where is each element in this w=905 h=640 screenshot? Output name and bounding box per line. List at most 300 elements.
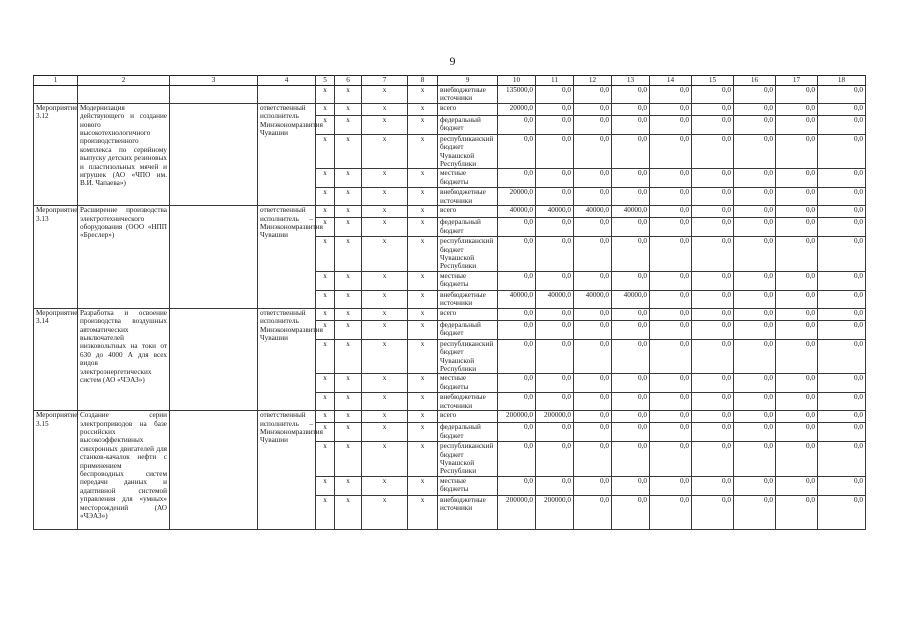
amount-cell: 0,0 (692, 86, 734, 104)
amount-cell: 0,0 (498, 374, 536, 393)
amount-cell: 0,0 (776, 320, 818, 339)
mark-cell: x (335, 169, 362, 188)
amount-cell: 0,0 (818, 495, 866, 529)
amount-cell: 0,0 (574, 442, 612, 477)
amount-cell: 0,0 (536, 86, 574, 104)
empty-cell (258, 86, 316, 104)
column-header-7: 7 (362, 76, 408, 86)
amount-cell: 0,0 (536, 308, 574, 320)
mark-cell: x (316, 320, 335, 339)
mark-cell: x (362, 290, 408, 308)
funding-source: внебюджетные источники (438, 393, 498, 411)
mark-cell: x (408, 103, 438, 115)
funding-source: местные бюджеты (438, 271, 498, 290)
amount-cell: 0,0 (818, 320, 866, 339)
mark-cell: x (335, 115, 362, 134)
amount-cell: 20000,0 (498, 103, 536, 115)
amount-cell: 0,0 (734, 271, 776, 290)
amount-cell: 0,0 (692, 237, 734, 272)
mark-cell: x (408, 218, 438, 237)
amount-cell: 0,0 (574, 86, 612, 104)
funding-source: федеральный бюджет (438, 320, 498, 339)
mark-cell: x (335, 188, 362, 206)
amount-cell: 0,0 (650, 495, 692, 529)
amount-cell: 0,0 (734, 308, 776, 320)
amount-cell: 40000,0 (612, 206, 650, 218)
amount-cell: 0,0 (650, 423, 692, 442)
mark-cell: x (316, 103, 335, 115)
amount-cell: 40000,0 (612, 290, 650, 308)
amount-cell: 0,0 (612, 115, 650, 134)
amount-cell: 0,0 (776, 374, 818, 393)
measure-title: Разработка и освоение производства воздушных автоматических выключателей низковольтных на токи от 630 до 4000 А для всех видов электроэнергетических систем (АО «ЧЭАЗ») (78, 308, 170, 410)
amount-cell: 0,0 (650, 442, 692, 477)
mark-cell: x (335, 86, 362, 104)
amount-cell: 0,0 (498, 271, 536, 290)
mark-cell: x (362, 495, 408, 529)
amount-cell: 0,0 (536, 169, 574, 188)
amount-cell: 0,0 (818, 374, 866, 393)
amount-cell: 0,0 (612, 423, 650, 442)
mark-cell: x (408, 134, 438, 169)
mark-cell: x (408, 308, 438, 320)
mark-cell: x (408, 237, 438, 272)
column-header-12: 12 (574, 76, 612, 86)
measure-title: Создание серии электроприводов на базе российских высокоэффективных синхронных двигателей для станков-качалок нефти с применением беспроводных систем передачи данных и адаптивной системой управления для «умных» месторождений (АО «ЧЭАЗ») (78, 411, 170, 530)
amount-cell: 0,0 (536, 320, 574, 339)
amount-cell: 0,0 (818, 103, 866, 115)
amount-cell: 0,0 (650, 393, 692, 411)
amount-cell: 0,0 (692, 374, 734, 393)
amount-cell: 0,0 (536, 218, 574, 237)
amount-cell: 0,0 (612, 169, 650, 188)
amount-cell: 40000,0 (498, 290, 536, 308)
amount-cell: 0,0 (650, 339, 692, 374)
mark-cell: x (408, 320, 438, 339)
mark-cell: x (316, 271, 335, 290)
amount-cell: 0,0 (776, 188, 818, 206)
column-header-6: 6 (335, 76, 362, 86)
amount-cell: 0,0 (612, 188, 650, 206)
amount-cell: 0,0 (818, 134, 866, 169)
amount-cell: 0,0 (612, 393, 650, 411)
amount-cell: 0,0 (574, 339, 612, 374)
amount-cell: 200000,0 (536, 495, 574, 529)
amount-cell: 0,0 (536, 374, 574, 393)
amount-cell: 0,0 (776, 423, 818, 442)
funding-source: внебюджетные источники (438, 290, 498, 308)
amount-cell: 0,0 (650, 237, 692, 272)
amount-cell: 0,0 (734, 188, 776, 206)
amount-cell: 0,0 (574, 237, 612, 272)
amount-cell: 0,0 (692, 442, 734, 477)
measure-title: Модернизация действующего и создание нового высокотехнологичного производственного комплекса по серийному выпуску детских резиновых и пластизольных мячей и игрушек (АО «ЧПО им. В.И. Чапаева») (78, 103, 170, 205)
empty-cell (34, 86, 78, 104)
mark-cell: x (408, 423, 438, 442)
mark-cell: x (316, 237, 335, 272)
funding-source: республиканский бюджет Чувашской Республики (438, 237, 498, 272)
mark-cell: x (362, 442, 408, 477)
mark-cell: x (316, 393, 335, 411)
column-header-10: 10 (498, 76, 536, 86)
mark-cell: x (362, 393, 408, 411)
amount-cell: 0,0 (498, 393, 536, 411)
column-header-8: 8 (408, 76, 438, 86)
amount-cell: 0,0 (734, 339, 776, 374)
amount-cell: 0,0 (818, 411, 866, 423)
mark-cell: x (316, 290, 335, 308)
amount-cell: 0,0 (650, 411, 692, 423)
mark-cell: x (408, 188, 438, 206)
mark-cell: x (408, 206, 438, 218)
amount-cell: 0,0 (692, 115, 734, 134)
amount-cell: 0,0 (574, 393, 612, 411)
amount-cell: 0,0 (536, 476, 574, 495)
amount-cell: 0,0 (818, 442, 866, 477)
amount-cell: 0,0 (612, 271, 650, 290)
amount-cell: 0,0 (612, 86, 650, 104)
header-row (34, 76, 866, 86)
column-header-15: 15 (692, 76, 734, 86)
mark-cell: x (316, 206, 335, 218)
mark-cell: x (362, 411, 408, 423)
funding-source: республиканский бюджет Чувашской Республики (438, 339, 498, 374)
amount-cell: 0,0 (612, 308, 650, 320)
funding-source: всего (438, 411, 498, 423)
amount-cell: 0,0 (692, 308, 734, 320)
amount-cell: 0,0 (650, 218, 692, 237)
amount-cell: 0,0 (734, 169, 776, 188)
amount-cell: 0,0 (612, 134, 650, 169)
amount-cell: 0,0 (536, 115, 574, 134)
responsible-executor: ответственный исполнитель – Минэкономразвития Чувашии (258, 206, 316, 308)
amount-cell: 0,0 (776, 393, 818, 411)
mark-cell: x (362, 308, 408, 320)
mark-cell: x (362, 206, 408, 218)
mark-cell: x (408, 271, 438, 290)
mark-cell: x (408, 476, 438, 495)
amount-cell: 0,0 (574, 411, 612, 423)
amount-cell: 20000,0 (498, 188, 536, 206)
amount-cell: 0,0 (498, 476, 536, 495)
amount-cell: 0,0 (818, 218, 866, 237)
amount-cell: 0,0 (776, 476, 818, 495)
amount-cell: 0,0 (612, 411, 650, 423)
amount-cell: 0,0 (692, 290, 734, 308)
amount-cell: 0,0 (574, 423, 612, 442)
amount-cell: 0,0 (776, 134, 818, 169)
amount-cell: 0,0 (574, 115, 612, 134)
funding-source: федеральный бюджет (438, 423, 498, 442)
mark-cell: x (362, 374, 408, 393)
column-header-17: 17 (776, 76, 818, 86)
amount-cell: 0,0 (498, 237, 536, 272)
amount-cell: 0,0 (692, 218, 734, 237)
amount-cell: 0,0 (818, 393, 866, 411)
measure-title: Расширение производства электротехнического оборудования (ООО «НПП «Бреслер») (78, 206, 170, 308)
mark-cell: x (335, 218, 362, 237)
amount-cell: 0,0 (574, 495, 612, 529)
amount-cell: 0,0 (650, 86, 692, 104)
amount-cell: 0,0 (574, 374, 612, 393)
amount-cell: 40000,0 (536, 290, 574, 308)
amount-cell: 0,0 (650, 271, 692, 290)
amount-cell: 0,0 (498, 442, 536, 477)
amount-cell: 0,0 (734, 103, 776, 115)
column-header-13: 13 (612, 76, 650, 86)
mark-cell: x (335, 103, 362, 115)
amount-cell: 0,0 (776, 442, 818, 477)
mark-cell: x (316, 374, 335, 393)
page-number: 9 (449, 54, 456, 68)
mark-cell: x (316, 339, 335, 374)
amount-cell: 0,0 (776, 169, 818, 188)
amount-cell: 0,0 (536, 103, 574, 115)
amount-cell: 0,0 (776, 290, 818, 308)
amount-cell: 0,0 (692, 339, 734, 374)
mark-cell: x (316, 442, 335, 477)
column-header-5: 5 (316, 76, 335, 86)
amount-cell: 0,0 (734, 134, 776, 169)
mark-cell: x (316, 476, 335, 495)
responsible-executor: ответственный исполнитель – Минэкономразвития Чувашии (258, 411, 316, 530)
empty-cell (78, 86, 170, 104)
mark-cell: x (316, 308, 335, 320)
amount-cell: 0,0 (818, 271, 866, 290)
mark-cell: x (335, 271, 362, 290)
mark-cell: x (335, 320, 362, 339)
amount-cell: 0,0 (734, 115, 776, 134)
empty-cell (170, 206, 258, 308)
table-row (34, 206, 866, 218)
amount-cell: 0,0 (650, 320, 692, 339)
amount-cell: 0,0 (776, 103, 818, 115)
empty-cell (170, 86, 258, 104)
funding-source: всего (438, 206, 498, 218)
amount-cell: 0,0 (692, 103, 734, 115)
mark-cell: x (316, 115, 335, 134)
amount-cell: 0,0 (574, 308, 612, 320)
amount-cell: 0,0 (692, 169, 734, 188)
amount-cell: 0,0 (776, 339, 818, 374)
amount-cell: 0,0 (574, 320, 612, 339)
amount-cell: 0,0 (734, 442, 776, 477)
amount-cell: 0,0 (776, 308, 818, 320)
mark-cell: x (316, 169, 335, 188)
mark-cell: x (335, 237, 362, 272)
amount-cell: 40000,0 (498, 206, 536, 218)
amount-cell: 0,0 (612, 339, 650, 374)
mark-cell: x (335, 206, 362, 218)
amount-cell: 0,0 (650, 115, 692, 134)
amount-cell: 0,0 (612, 495, 650, 529)
amount-cell: 0,0 (612, 374, 650, 393)
mark-cell: x (335, 423, 362, 442)
amount-cell: 0,0 (692, 188, 734, 206)
mark-cell: x (316, 134, 335, 169)
amount-cell: 0,0 (734, 218, 776, 237)
funding-source: внебюджетные источники (438, 188, 498, 206)
amount-cell: 0,0 (734, 237, 776, 272)
mark-cell: x (362, 134, 408, 169)
column-header-4: 4 (258, 76, 316, 86)
amount-cell: 0,0 (498, 169, 536, 188)
amount-cell: 0,0 (776, 411, 818, 423)
amount-cell: 0,0 (574, 169, 612, 188)
amount-cell: 0,0 (692, 423, 734, 442)
amount-cell: 0,0 (612, 442, 650, 477)
amount-cell: 0,0 (650, 290, 692, 308)
amount-cell: 0,0 (776, 206, 818, 218)
amount-cell: 0,0 (692, 320, 734, 339)
funding-source: местные бюджеты (438, 169, 498, 188)
mark-cell: x (335, 442, 362, 477)
mark-cell: x (335, 339, 362, 374)
responsible-executor: ответственный исполнитель Минэкономразвития Чувашии (258, 103, 316, 205)
amount-cell: 0,0 (776, 495, 818, 529)
amount-cell: 0,0 (818, 339, 866, 374)
amount-cell: 0,0 (734, 86, 776, 104)
funding-source: местные бюджеты (438, 476, 498, 495)
mark-cell: x (408, 442, 438, 477)
mark-cell: x (362, 237, 408, 272)
amount-cell: 0,0 (498, 218, 536, 237)
amount-cell: 0,0 (574, 134, 612, 169)
amount-cell: 0,0 (818, 476, 866, 495)
amount-cell: 0,0 (650, 206, 692, 218)
amount-cell: 0,0 (650, 103, 692, 115)
amount-cell: 0,0 (498, 134, 536, 169)
mark-cell: x (362, 218, 408, 237)
amount-cell: 0,0 (536, 339, 574, 374)
amount-cell: 0,0 (574, 188, 612, 206)
amount-cell: 40000,0 (536, 206, 574, 218)
amount-cell: 200000,0 (536, 411, 574, 423)
column-header-16: 16 (734, 76, 776, 86)
mark-cell: x (316, 495, 335, 529)
mark-cell: x (362, 86, 408, 104)
amount-cell: 0,0 (498, 320, 536, 339)
amount-cell: 0,0 (692, 134, 734, 169)
mark-cell: x (408, 290, 438, 308)
amount-cell: 0,0 (536, 237, 574, 272)
mark-cell: x (362, 169, 408, 188)
mark-cell: x (408, 411, 438, 423)
amount-cell: 0,0 (536, 188, 574, 206)
amount-cell: 0,0 (692, 476, 734, 495)
amount-cell: 0,0 (574, 103, 612, 115)
amount-cell: 0,0 (734, 290, 776, 308)
amount-cell: 0,0 (574, 271, 612, 290)
amount-cell: 0,0 (692, 411, 734, 423)
amount-cell: 0,0 (734, 374, 776, 393)
column-header-3: 3 (170, 76, 258, 86)
amount-cell: 0,0 (650, 308, 692, 320)
amount-cell: 0,0 (650, 188, 692, 206)
amount-cell: 0,0 (612, 476, 650, 495)
funding-source: всего (438, 308, 498, 320)
mark-cell: x (408, 374, 438, 393)
amount-cell: 0,0 (650, 169, 692, 188)
column-header-1: 1 (34, 76, 78, 86)
column-header-18: 18 (818, 76, 866, 86)
column-header-11: 11 (536, 76, 574, 86)
amount-cell: 200000,0 (498, 495, 536, 529)
mark-cell: x (316, 411, 335, 423)
mark-cell: x (362, 476, 408, 495)
mark-cell: x (362, 103, 408, 115)
funding-source: местные бюджеты (438, 374, 498, 393)
amount-cell: 0,0 (818, 115, 866, 134)
amount-cell: 0,0 (818, 308, 866, 320)
amount-cell: 0,0 (818, 237, 866, 272)
mark-cell: x (362, 271, 408, 290)
amount-cell: 0,0 (574, 218, 612, 237)
continuation-row (34, 86, 866, 104)
amount-cell: 0,0 (650, 476, 692, 495)
mark-cell: x (335, 374, 362, 393)
amount-cell: 0,0 (818, 206, 866, 218)
mark-cell: x (335, 476, 362, 495)
amount-cell: 0,0 (734, 320, 776, 339)
mark-cell: x (408, 115, 438, 134)
mark-cell: x (362, 188, 408, 206)
measure-id: Мероприятие 3.12 (34, 103, 78, 205)
amount-cell: 0,0 (692, 495, 734, 529)
mark-cell: x (316, 423, 335, 442)
amount-cell: 0,0 (776, 218, 818, 237)
mark-cell: x (316, 86, 335, 104)
amount-cell: 0,0 (692, 271, 734, 290)
column-header-2: 2 (78, 76, 170, 86)
responsible-executor: ответственный исполнитель Минэкономразвития Чувашии (258, 308, 316, 410)
funding-table (33, 75, 866, 530)
amount-cell: 0,0 (734, 206, 776, 218)
measure-id: Мероприятие 3.13 (34, 206, 78, 308)
table-body (34, 76, 866, 530)
amount-cell: 0,0 (612, 320, 650, 339)
amount-cell: 0,0 (818, 423, 866, 442)
amount-cell: 0,0 (574, 476, 612, 495)
funding-source: федеральный бюджет (438, 115, 498, 134)
amount-cell: 0,0 (734, 393, 776, 411)
empty-cell (170, 103, 258, 205)
mark-cell: x (335, 134, 362, 169)
empty-cell (170, 308, 258, 410)
mark-cell: x (335, 495, 362, 529)
mark-cell: x (335, 411, 362, 423)
amount-cell: 0,0 (776, 86, 818, 104)
mark-cell: x (316, 218, 335, 237)
amount-cell: 0,0 (776, 237, 818, 272)
mark-cell: x (335, 290, 362, 308)
amount-cell: 0,0 (612, 237, 650, 272)
amount-cell: 0,0 (498, 308, 536, 320)
mark-cell: x (362, 423, 408, 442)
amount-cell: 0,0 (498, 423, 536, 442)
amount-cell: 0,0 (650, 374, 692, 393)
amount-cell: 0,0 (776, 271, 818, 290)
table-row (34, 411, 866, 423)
amount-cell: 0,0 (536, 393, 574, 411)
amount-cell: 0,0 (692, 206, 734, 218)
amount-cell: 0,0 (498, 339, 536, 374)
mark-cell: x (316, 188, 335, 206)
amount-cell: 200000,0 (498, 411, 536, 423)
amount-cell: 0,0 (818, 290, 866, 308)
amount-cell: 0,0 (650, 134, 692, 169)
amount-cell: 0,0 (536, 271, 574, 290)
